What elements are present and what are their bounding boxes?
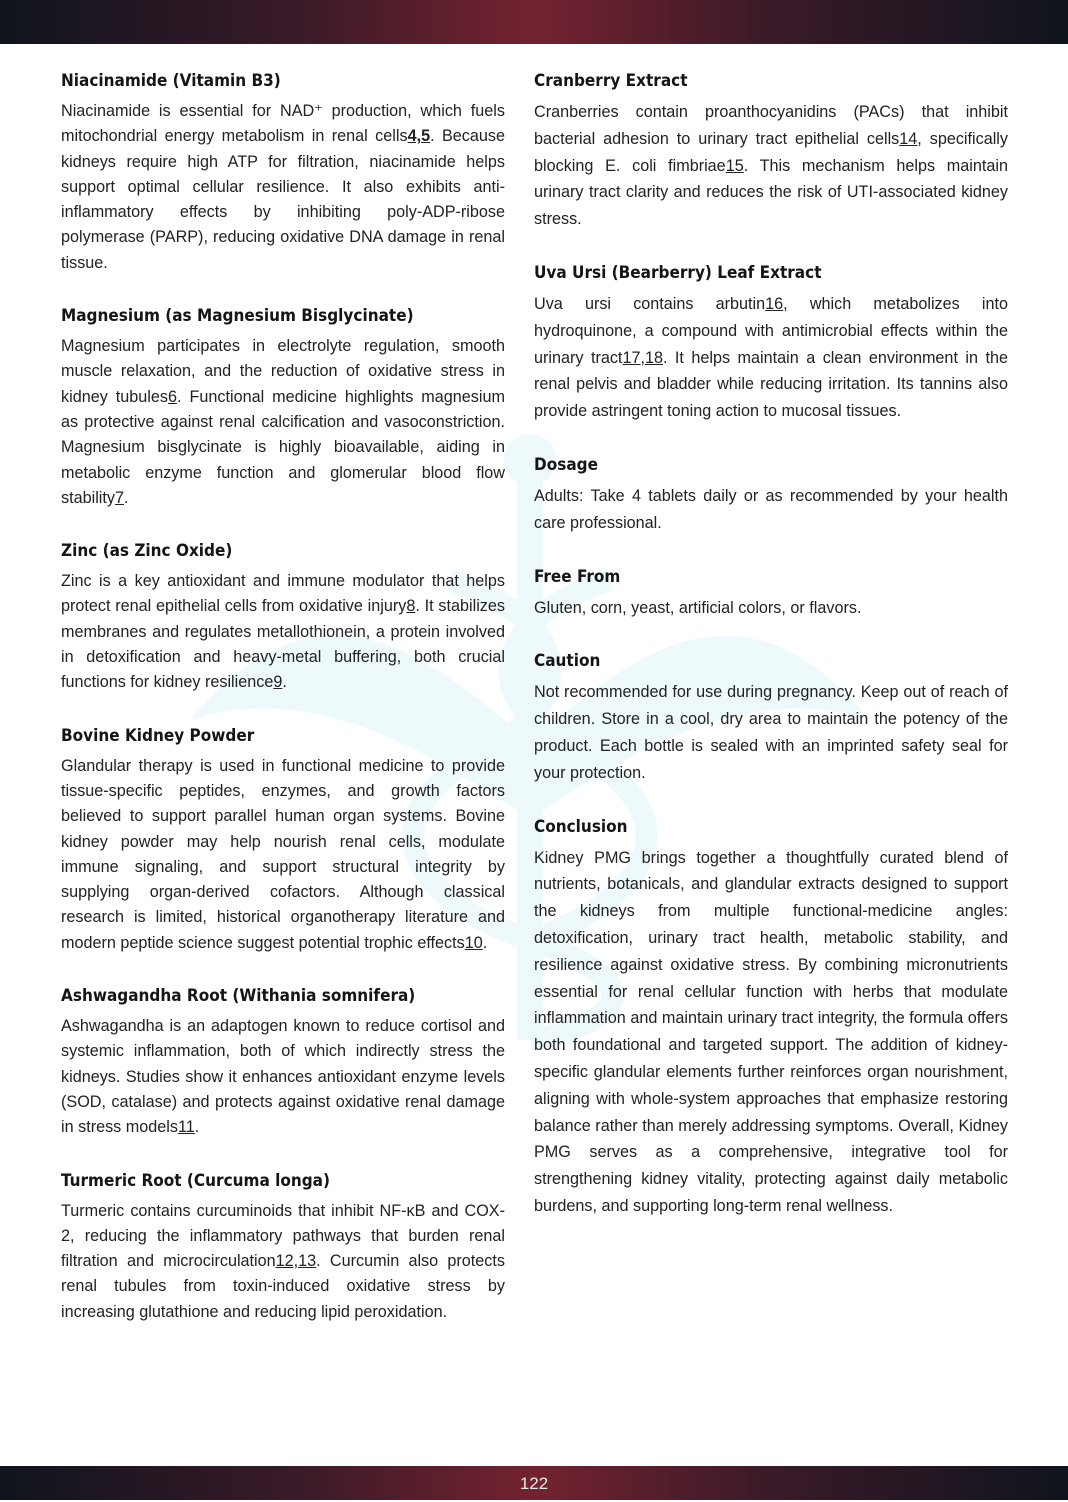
reference-link[interactable]: 17,18 bbox=[622, 348, 663, 367]
section-body bbox=[61, 569, 505, 695]
body-text: Magnesium participates in electrolyte regulation, smooth muscle relaxation, and the reduction of oxidative stress in kidney tubules bbox=[61, 337, 505, 406]
body-text: . bbox=[124, 488, 129, 507]
body-text: . It helps maintain a clean environment in the renal pelvis and bladder while reducing irritation. Its tannins also provide astringent toning action to mucosal tissues. bbox=[534, 348, 1008, 421]
section-conclusion bbox=[534, 814, 1008, 1220]
body-text: Glandular therapy is used in functional medicine to provide tissue-specific peptides, enzymes, and growth factors believed to support parallel human organ systems. Bovine kidney powder may help nourish renal cells, modulate immune signaling, and support structural integrity by supplying organ-derived cofactors. Although classical research is limited, historical organotherapy literature and modern peptide science suggest potential trophic effects bbox=[61, 756, 505, 952]
section-ashwagandha bbox=[61, 983, 505, 1140]
header-bar bbox=[0, 0, 1068, 44]
section-body bbox=[534, 291, 1008, 425]
section-title: Dosage bbox=[534, 454, 598, 475]
section-body bbox=[61, 1014, 505, 1140]
reference-link[interactable]: 7 bbox=[114, 488, 124, 507]
reference-link[interactable]: 9 bbox=[273, 673, 283, 692]
section-title: Free From bbox=[534, 566, 621, 587]
section-bovine-kidney bbox=[61, 723, 505, 956]
section-title: Turmeric Root (Curcuma longa) bbox=[61, 1170, 330, 1191]
body-text: Ashwagandha is an adaptogen known to reduce cortisol and systemic inflammation, both of which indirectly stress the kidneys. Studies show it enhances antioxidant enzyme levels (SOD, catalase) and protects against oxidative renal damage in stress models bbox=[61, 1017, 505, 1137]
reference-link[interactable]: 8 bbox=[406, 597, 416, 616]
section-turmeric bbox=[61, 1168, 505, 1325]
body-text: Niacinamide is essential for NAD⁺ production, which fuels mitochondrial energy metabolism in renal cells bbox=[61, 102, 505, 146]
left-column bbox=[61, 68, 505, 1352]
body-text: . bbox=[482, 933, 488, 952]
section-title: Cranberry Extract bbox=[534, 71, 688, 91]
reference-link[interactable]: 16 bbox=[765, 294, 784, 313]
section-body bbox=[61, 99, 505, 276]
body-text: , specifically blocking E. coli fimbriae bbox=[534, 129, 1008, 175]
footer-bar bbox=[0, 1466, 1068, 1500]
section-dosage bbox=[534, 452, 1008, 537]
body-text: Cranberries contain proanthocyanidins (PACs) that inhibit bacterial adhesion to urinary tract epithelial cells bbox=[534, 103, 1008, 148]
reference-link[interactable]: 4,5 bbox=[407, 127, 431, 146]
section-title: Ashwagandha Root (Withania somnifera) bbox=[61, 986, 416, 1007]
section-magnesium bbox=[61, 303, 505, 511]
body-text: . bbox=[194, 1118, 200, 1137]
section-body: Kidney PMG brings together a thoughtfully curated blend of nutrients, botanicals, and glandular extracts designed to support the kidneys from multiple functional-medicine angles: detoxification, urinary tract health, metabolic stability, and resilience against oxidative stress. By combining micronutrients essential for renal cellular function with herbs that modulate inflammation and maintain urinary tract integrity, the formula offers both foundational and targeted support. The addition of kidney-specific glandular elements further reinforces organ nourishment, aligning with whole-system approaches that emphasize restoring balance rather than merely addressing symptoms. Overall, Kidney PMG serves as a comprehensive, integrative tool for strengthening kidney vitality, protecting against daily metabolic burdens, and supporting long-term renal wellness. bbox=[534, 848, 1008, 1215]
body-text: Turmeric contains curcuminoids that inhibit NF-κB and COX-2, reducing the inflammatory pathways that burden renal filtration and microcirculation bbox=[61, 1201, 505, 1271]
body-text: . It stabilizes membranes and regulates metallothionein, a protein involved in detoxification and heavy-metal buffering, both crucial functions for kidney resilience bbox=[61, 597, 505, 692]
reference-link[interactable]: 6 bbox=[167, 387, 177, 406]
body-text: . Curcumin also protects renal tubules from toxin-induced oxidative stress by increasing glutathione and reducing lipid peroxidation. bbox=[61, 1252, 505, 1321]
section-body bbox=[61, 1199, 505, 1325]
right-column bbox=[534, 68, 1008, 1247]
section-body: Gluten, corn, yeast, artificial colors, or flavors. bbox=[534, 598, 862, 617]
section-uva-ursi bbox=[534, 260, 1008, 425]
section-body: Adults: Take 4 tablets daily or as recommended by your health care professional. bbox=[534, 486, 1008, 532]
section-title: Niacinamide (Vitamin B3) bbox=[61, 71, 281, 91]
body-text: , which metabolizes into hydroquinone, a compound with antimicrobial effects within the urinary tract bbox=[534, 294, 1008, 367]
section-zinc bbox=[61, 538, 505, 695]
page-number: 122 bbox=[519, 1474, 549, 1493]
reference-link[interactable]: 12,13 bbox=[275, 1252, 317, 1271]
body-text: Zinc is a key antioxidant and immune modulator that helps protect renal epithelial cells from oxidative injury bbox=[61, 572, 505, 616]
section-body bbox=[534, 99, 1008, 233]
reference-link[interactable]: 14 bbox=[899, 129, 918, 148]
body-text: Uva ursi contains arbutin bbox=[534, 294, 766, 313]
section-cranberry bbox=[534, 68, 1008, 233]
section-body bbox=[61, 334, 505, 511]
section-body: Not recommended for use during pregnancy. Keep out of reach of children. Store in a cool, dry area to maintain the potency of the product. Each bottle is sealed with an imprinted safety seal for your protection. bbox=[534, 683, 1008, 782]
reference-link[interactable]: 11 bbox=[177, 1118, 195, 1137]
section-title: Bovine Kidney Powder bbox=[61, 725, 255, 746]
section-title: Conclusion bbox=[534, 816, 628, 837]
section-title: Caution bbox=[534, 651, 601, 672]
section-caution bbox=[534, 648, 1008, 786]
body-text: . bbox=[282, 673, 287, 692]
body-text: . This mechanism helps maintain urinary tract clarity and reduces the risk of UTI-associated kidney stress. bbox=[534, 156, 1008, 229]
section-title: Zinc (as Zinc Oxide) bbox=[61, 541, 233, 562]
section-title: Magnesium (as Magnesium Bisglycinate) bbox=[61, 306, 414, 327]
reference-link[interactable]: 15 bbox=[725, 156, 744, 175]
section-free-from bbox=[534, 564, 1008, 622]
body-text: . Functional medicine highlights magnesium as protective against renal calcification and vasoconstriction. Magnesium bisglycinate is highly bioavailable, aiding in metabolic enzyme function and glomerular blood flow stability bbox=[61, 387, 505, 507]
section-body bbox=[61, 754, 505, 956]
section-title: Uva Ursi (Bearberry) Leaf Extract bbox=[534, 262, 822, 283]
reference-link[interactable]: 10 bbox=[464, 933, 483, 952]
body-text: . Because kidneys require high ATP for filtration, niacinamide helps support optimal cellular resilience. It also exhibits anti-inflammatory effects by inhibiting poly-ADP-ribose polymerase (PARP), reducing oxidative DNA damage in renal tissue. bbox=[61, 127, 505, 272]
section-niacinamide bbox=[61, 68, 505, 276]
